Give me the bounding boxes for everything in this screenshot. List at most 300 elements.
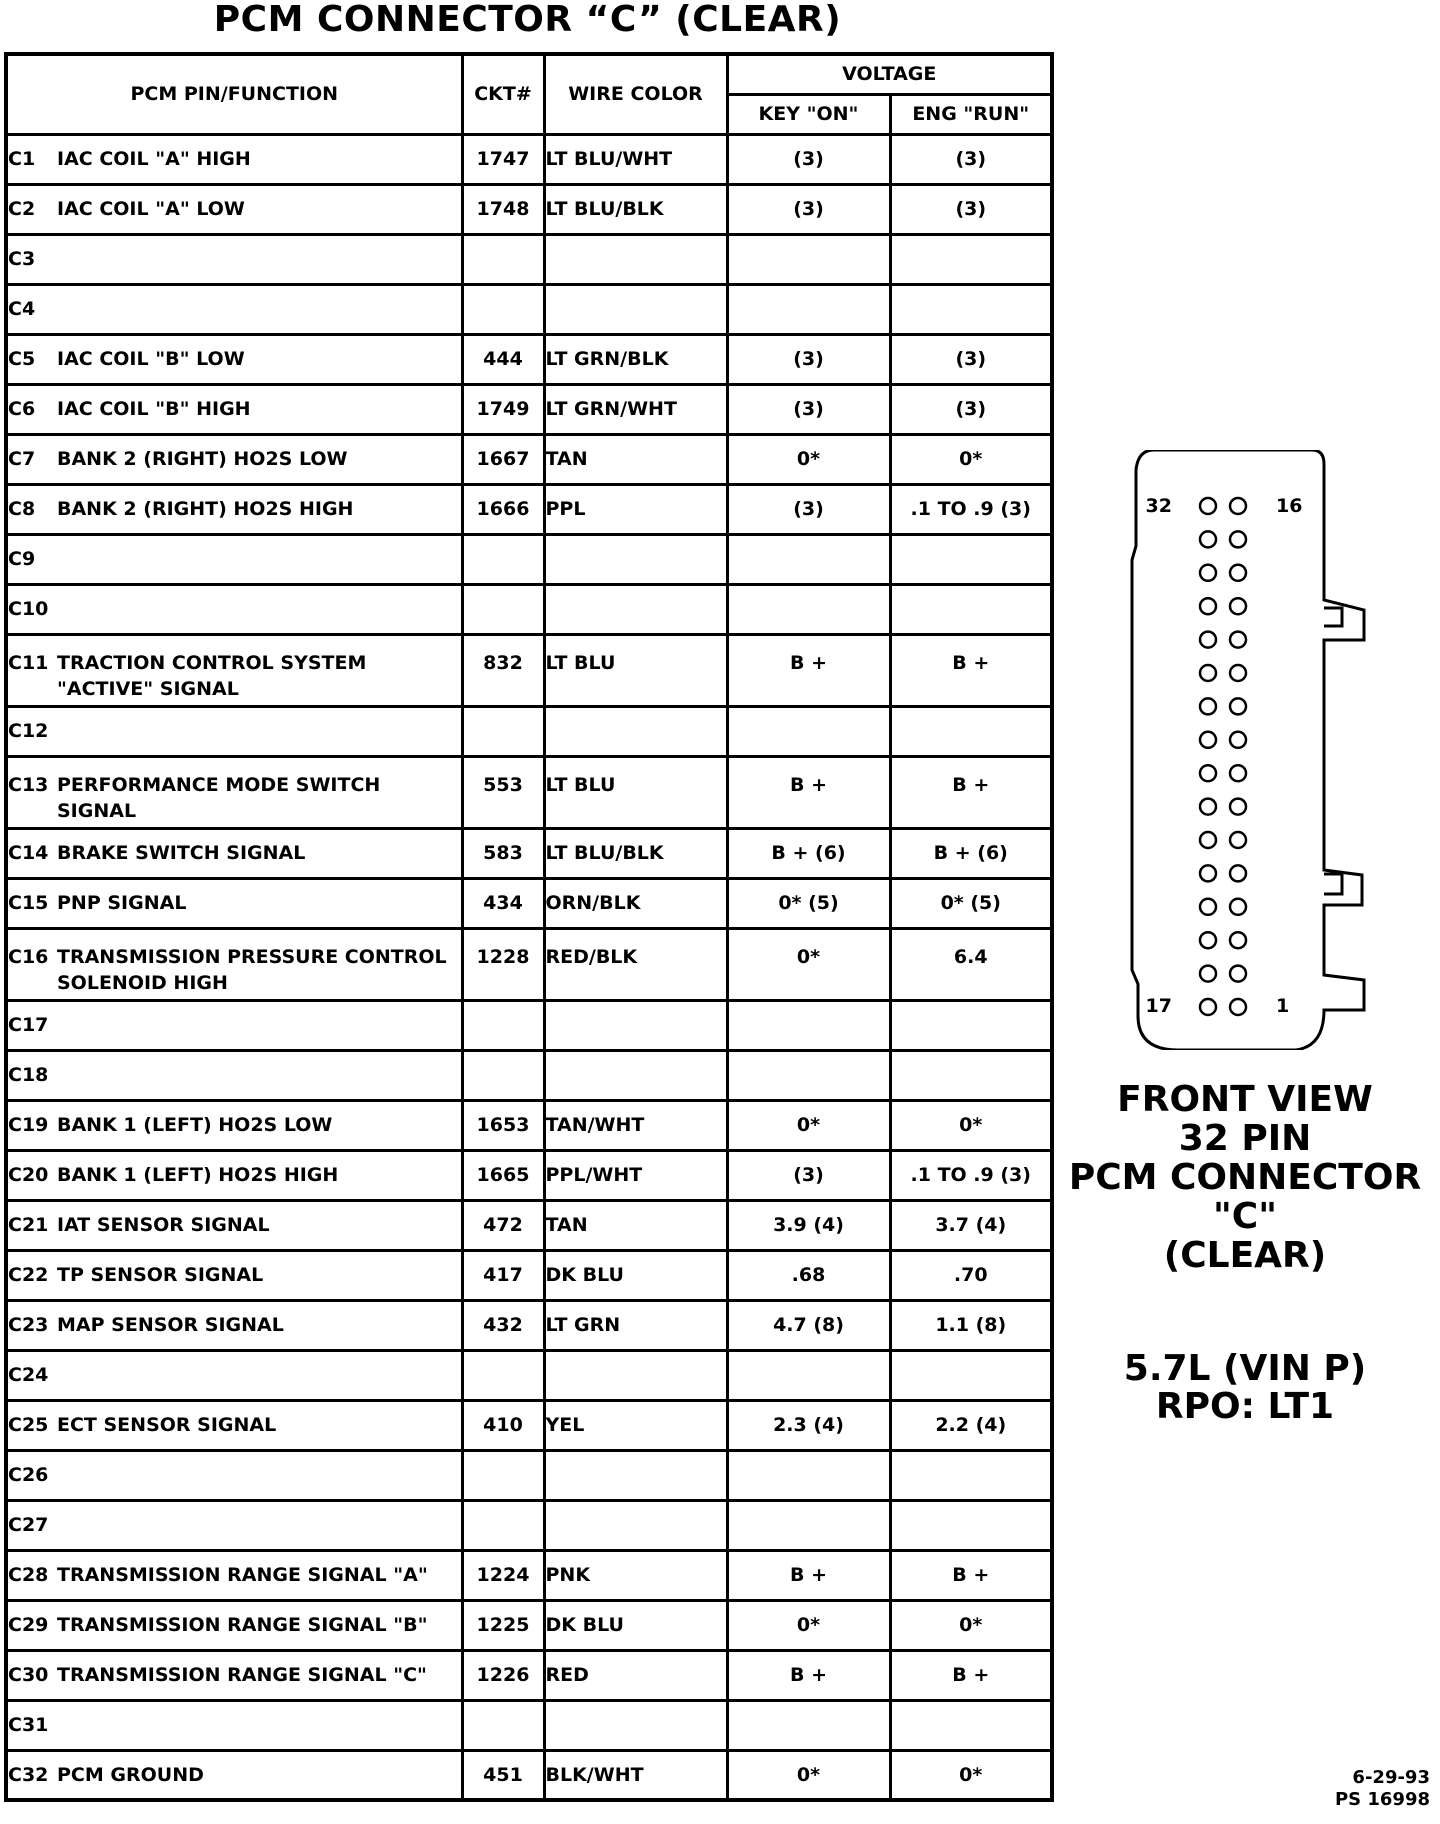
pin-function: PCM GROUND — [57, 1763, 204, 1786]
pin-function-cell — [6, 1550, 462, 1600]
pin-id: C8 — [8, 498, 36, 520]
pin-function-cell — [6, 1250, 462, 1300]
connector-outline — [1132, 450, 1364, 1050]
table-row — [6, 1150, 1052, 1200]
wire-color-cell — [544, 1450, 727, 1500]
eng-run-voltage-cell: 0* (5) — [890, 878, 1052, 928]
pin-function-cell — [6, 1700, 462, 1750]
pin-table — [4, 52, 1054, 1802]
key-on-voltage-cell: 0* — [727, 434, 890, 484]
pin-function: MAP SENSOR SIGNAL — [57, 1314, 284, 1336]
pin-function-cell — [6, 1450, 462, 1500]
eng-run-voltage-cell: (3) — [890, 184, 1052, 234]
pin-hole — [1200, 999, 1216, 1015]
pin-function-cell — [6, 1150, 462, 1200]
eng-run-voltage-cell — [890, 1050, 1052, 1100]
pin-function-cell — [6, 184, 462, 234]
pin-function-cell — [6, 384, 462, 434]
pin-label-1: 1 — [1276, 995, 1290, 1017]
key-on-voltage-cell — [727, 706, 890, 756]
pin-id: C27 — [8, 1514, 49, 1536]
wire-color-cell: LT BLU/BLK — [544, 184, 727, 234]
pin-id: C23 — [8, 1314, 49, 1336]
ckt-cell: 451 — [462, 1750, 544, 1800]
pin-function-cell — [6, 706, 462, 756]
table-row — [6, 1300, 1052, 1350]
key-on-voltage-cell — [727, 1500, 890, 1550]
pin-function-cell — [6, 1300, 462, 1350]
pin-id: C9 — [8, 548, 36, 570]
front-view-line: PCM CONNECTOR — [1068, 1157, 1422, 1198]
pin-function: ECT SENSOR SIGNAL — [57, 1414, 277, 1436]
wire-color-cell — [544, 534, 727, 584]
engine-line: RPO: LT1 — [1155, 1386, 1335, 1427]
pin-label-32: 32 — [1145, 495, 1172, 517]
table-row — [6, 334, 1052, 384]
wire-color-cell: DK BLU — [544, 1600, 727, 1650]
key-on-voltage-cell — [727, 1050, 890, 1100]
pin-id: C30 — [8, 1664, 49, 1686]
eng-run-voltage-cell: 6.4 — [890, 928, 1052, 1000]
key-on-voltage-cell: .68 — [727, 1250, 890, 1300]
table-row — [6, 1000, 1052, 1050]
pin-label-17: 17 — [1145, 995, 1172, 1017]
wire-color-cell — [544, 1050, 727, 1100]
pin-id: C31 — [8, 1714, 49, 1736]
pin-rows — [6, 134, 1052, 1800]
eng-run-voltage-cell — [890, 584, 1052, 634]
pin-id: C21 — [8, 1214, 49, 1236]
wire-color-cell — [544, 234, 727, 284]
page-title: PCM CONNECTOR “C” (CLEAR) — [213, 0, 842, 40]
pin-function: BANK 1 (LEFT) HO2S HIGH — [57, 1164, 339, 1186]
front-view-caption — [1060, 1080, 1430, 1275]
pin-id: C16 — [8, 945, 49, 968]
eng-run-voltage-cell: 0* — [890, 1100, 1052, 1150]
pin-function: TRANSMISSION RANGE SIGNAL "B" — [57, 1614, 428, 1636]
ckt-cell — [462, 534, 544, 584]
eng-run-voltage-cell: 0* — [890, 1750, 1052, 1800]
pin-function: TP SENSOR SIGNAL — [57, 1264, 264, 1286]
pin-hole — [1200, 565, 1216, 581]
ckt-cell: 583 — [462, 828, 544, 878]
table-row — [6, 1400, 1052, 1450]
ckt-cell: 1665 — [462, 1150, 544, 1200]
ckt-cell: 1749 — [462, 384, 544, 434]
table-row — [6, 1350, 1052, 1400]
pin-hole — [1200, 732, 1216, 748]
pin-function-cell — [6, 234, 462, 284]
pin-hole — [1200, 698, 1216, 714]
key-on-voltage-cell — [727, 284, 890, 334]
wire-color-cell: PPL — [544, 484, 727, 534]
key-on-voltage-cell: B + — [727, 634, 890, 706]
pin-function: IAC COIL "B" HIGH — [57, 398, 251, 420]
wire-color-cell — [544, 706, 727, 756]
pin-hole — [1200, 765, 1216, 781]
pin-hole — [1230, 999, 1246, 1015]
pin-hole — [1200, 799, 1216, 815]
wire-color-cell: LT GRN — [544, 1300, 727, 1350]
key-on-voltage-cell: 2.3 (4) — [727, 1400, 890, 1450]
pin-label-16: 16 — [1276, 495, 1303, 517]
pin-function-cell — [6, 828, 462, 878]
ckt-cell: 1228 — [462, 928, 544, 1000]
table-row — [6, 706, 1052, 756]
pin-id: C20 — [8, 1164, 49, 1186]
header-eng-run: ENG "RUN" — [890, 94, 1052, 134]
pin-function-cell — [6, 1600, 462, 1650]
connector-latch-mid — [1324, 874, 1342, 894]
pin-holes — [1200, 498, 1246, 1015]
pin-id: C13 — [8, 773, 49, 796]
pin-hole — [1200, 832, 1216, 848]
wire-color-cell: BLK/WHT — [544, 1750, 727, 1800]
key-on-voltage-cell: 4.7 (8) — [727, 1300, 890, 1350]
stamp-code: PS 16998 — [1334, 1789, 1430, 1810]
key-on-voltage-cell — [727, 234, 890, 284]
pin-id: C22 — [8, 1264, 49, 1286]
eng-run-voltage-cell: (3) — [890, 384, 1052, 434]
table-row — [6, 1500, 1052, 1550]
table-row — [6, 234, 1052, 284]
pin-function: IAC COIL "A" LOW — [57, 198, 245, 220]
eng-run-voltage-cell: B + — [890, 634, 1052, 706]
ckt-cell — [462, 584, 544, 634]
key-on-voltage-cell — [727, 1700, 890, 1750]
header-wire-color: WIRE COLOR — [544, 54, 727, 134]
eng-run-voltage-cell — [890, 234, 1052, 284]
pin-function-cell — [6, 134, 462, 184]
pin-function: IAT SENSOR SIGNAL — [57, 1214, 270, 1236]
key-on-voltage-cell: B + — [727, 1650, 890, 1700]
eng-run-voltage-cell: 1.1 (8) — [890, 1300, 1052, 1350]
eng-run-voltage-cell: 0* — [890, 434, 1052, 484]
ckt-cell — [462, 1450, 544, 1500]
key-on-voltage-cell — [727, 584, 890, 634]
eng-run-voltage-cell — [890, 1350, 1052, 1400]
stamp-date: 6-29-93 — [1352, 1767, 1430, 1788]
pin-function-cell — [6, 584, 462, 634]
eng-run-voltage-cell: (3) — [890, 134, 1052, 184]
pin-function-cell — [6, 634, 462, 706]
pin-function-cell — [6, 756, 462, 828]
wire-color-cell: LT GRN/BLK — [544, 334, 727, 384]
key-on-voltage-cell — [727, 534, 890, 584]
eng-run-voltage-cell — [890, 534, 1052, 584]
ckt-cell — [462, 1000, 544, 1050]
ckt-cell — [462, 1350, 544, 1400]
eng-run-voltage-cell: 0* — [890, 1600, 1052, 1650]
table-row — [6, 756, 1052, 828]
key-on-voltage-cell: 0* — [727, 928, 890, 1000]
ckt-cell: 444 — [462, 334, 544, 384]
wire-color-cell: TAN — [544, 1200, 727, 1250]
wire-color-cell: ORN/BLK — [544, 878, 727, 928]
key-on-voltage-cell: (3) — [727, 134, 890, 184]
table-row — [6, 928, 1052, 1000]
ckt-cell: 432 — [462, 1300, 544, 1350]
eng-run-voltage-cell: 3.7 (4) — [890, 1200, 1052, 1250]
table-row — [6, 134, 1052, 184]
pin-function-line2: "ACTIVE" SIGNAL — [57, 677, 239, 700]
eng-run-voltage-cell — [890, 284, 1052, 334]
pin-id: C18 — [8, 1064, 49, 1086]
ckt-cell: 1653 — [462, 1100, 544, 1150]
table-row — [6, 1750, 1052, 1800]
table-row — [6, 384, 1052, 434]
ckt-cell: 472 — [462, 1200, 544, 1250]
wire-color-cell: PPL/WHT — [544, 1150, 727, 1200]
table-row — [6, 434, 1052, 484]
table-row — [6, 1100, 1052, 1150]
ckt-cell: 434 — [462, 878, 544, 928]
table-row — [6, 1250, 1052, 1300]
key-on-voltage-cell: (3) — [727, 484, 890, 534]
key-on-voltage-cell: 0* (5) — [727, 878, 890, 928]
ckt-cell: 1747 — [462, 134, 544, 184]
pin-function-cell — [6, 928, 462, 1000]
wire-color-cell: LT BLU — [544, 756, 727, 828]
key-on-voltage-cell: 0* — [727, 1100, 890, 1150]
pin-hole — [1230, 765, 1246, 781]
header-key-on: KEY "ON" — [727, 94, 890, 134]
wire-color-cell: RED/BLK — [544, 928, 727, 1000]
pin-hole — [1200, 899, 1216, 915]
ckt-cell: 1224 — [462, 1550, 544, 1600]
ckt-cell: 1748 — [462, 184, 544, 234]
pin-hole — [1230, 865, 1246, 881]
pin-hole — [1200, 865, 1216, 881]
table-row — [6, 1700, 1052, 1750]
pin-function-cell — [6, 334, 462, 384]
wire-color-cell: PNK — [544, 1550, 727, 1600]
wire-color-cell — [544, 584, 727, 634]
pin-hole — [1230, 932, 1246, 948]
pin-hole — [1230, 799, 1246, 815]
pin-hole — [1230, 732, 1246, 748]
pin-function-cell — [6, 1350, 462, 1400]
front-view-line: 32 PIN — [1178, 1118, 1312, 1159]
table-row — [6, 1200, 1052, 1250]
pin-hole — [1230, 966, 1246, 982]
header-ckt: CKT# — [462, 54, 544, 134]
table-row — [6, 1650, 1052, 1700]
pin-function-cell — [6, 1000, 462, 1050]
table-row — [6, 284, 1052, 334]
pin-hole — [1200, 498, 1216, 514]
pin-hole — [1200, 598, 1216, 614]
wire-color-cell: LT GRN/WHT — [544, 384, 727, 434]
key-on-voltage-cell: (3) — [727, 384, 890, 434]
table-row — [6, 484, 1052, 534]
eng-run-voltage-cell — [890, 706, 1052, 756]
wire-color-cell — [544, 1350, 727, 1400]
table-row — [6, 584, 1052, 634]
table-row — [6, 878, 1052, 928]
pin-function: PNP SIGNAL — [57, 892, 187, 914]
pin-function: BANK 1 (LEFT) HO2S LOW — [57, 1114, 333, 1136]
pin-function: TRANSMISSION PRESSURE CONTROL — [57, 945, 447, 968]
connector-diagram — [1120, 450, 1380, 1050]
pin-id: C7 — [8, 448, 36, 470]
pin-function-cell — [6, 1050, 462, 1100]
pin-hole — [1200, 632, 1216, 648]
wire-color-cell: LT BLU/BLK — [544, 828, 727, 878]
pin-function: IAC COIL "A" HIGH — [57, 148, 251, 170]
pin-function: PERFORMANCE MODE SWITCH — [57, 773, 381, 796]
document-stamp — [1320, 1767, 1430, 1811]
front-view-line: "C" — [1213, 1196, 1277, 1237]
ckt-cell: 417 — [462, 1250, 544, 1300]
pin-function-cell — [6, 1650, 462, 1700]
eng-run-voltage-cell — [890, 1500, 1052, 1550]
header-pin-function: PCM PIN/FUNCTION — [6, 54, 462, 134]
pin-hole — [1230, 565, 1246, 581]
pin-function-cell — [6, 284, 462, 334]
ckt-cell — [462, 1050, 544, 1100]
key-on-voltage-cell: 3.9 (4) — [727, 1200, 890, 1250]
key-on-voltage-cell: (3) — [727, 184, 890, 234]
key-on-voltage-cell: (3) — [727, 334, 890, 384]
table-row — [6, 534, 1052, 584]
eng-run-voltage-cell — [890, 1000, 1052, 1050]
pin-function-cell — [6, 878, 462, 928]
wire-color-cell — [544, 284, 727, 334]
pin-hole — [1200, 531, 1216, 547]
table-row — [6, 1600, 1052, 1650]
wire-color-cell: DK BLU — [544, 1250, 727, 1300]
table-row — [6, 1050, 1052, 1100]
wire-color-cell — [544, 1700, 727, 1750]
pin-function: BRAKE SWITCH SIGNAL — [57, 842, 306, 864]
key-on-voltage-cell — [727, 1450, 890, 1500]
wire-color-cell: YEL — [544, 1400, 727, 1450]
pin-function: BANK 2 (RIGHT) HO2S LOW — [57, 448, 348, 470]
ckt-cell: 553 — [462, 756, 544, 828]
pin-hole — [1230, 899, 1246, 915]
key-on-voltage-cell: 0* — [727, 1600, 890, 1650]
pin-id: C14 — [8, 842, 49, 864]
pin-id: C11 — [8, 651, 49, 674]
wire-color-cell — [544, 1000, 727, 1050]
ckt-cell: 1667 — [462, 434, 544, 484]
pin-function-cell — [6, 1750, 462, 1800]
eng-run-voltage-cell: B + — [890, 1550, 1052, 1600]
pin-hole — [1200, 665, 1216, 681]
pin-id: C12 — [8, 720, 49, 742]
pin-hole — [1230, 598, 1246, 614]
pin-function: BANK 2 (RIGHT) HO2S HIGH — [57, 498, 354, 520]
pin-id: C4 — [8, 298, 36, 320]
pin-id: C2 — [8, 198, 36, 220]
table-row — [6, 828, 1052, 878]
key-on-voltage-cell: (3) — [727, 1150, 890, 1200]
pin-hole — [1230, 632, 1246, 648]
eng-run-voltage-cell: B + (6) — [890, 828, 1052, 878]
pin-function: IAC COIL "B" LOW — [57, 348, 245, 370]
ckt-cell: 1666 — [462, 484, 544, 534]
eng-run-voltage-cell: .1 TO .9 (3) — [890, 484, 1052, 534]
key-on-voltage-cell — [727, 1000, 890, 1050]
pin-hole — [1230, 498, 1246, 514]
pin-function: TRANSMISSION RANGE SIGNAL "C" — [57, 1664, 427, 1686]
eng-run-voltage-cell: .70 — [890, 1250, 1052, 1300]
pin-function-cell — [6, 484, 462, 534]
ckt-cell: 1225 — [462, 1600, 544, 1650]
pin-hole — [1230, 531, 1246, 547]
engine-caption — [1060, 1350, 1430, 1426]
ckt-cell — [462, 234, 544, 284]
eng-run-voltage-cell: .1 TO .9 (3) — [890, 1150, 1052, 1200]
wire-color-cell: TAN — [544, 434, 727, 484]
table-row — [6, 1450, 1052, 1500]
pin-hole — [1200, 966, 1216, 982]
eng-run-voltage-cell: (3) — [890, 334, 1052, 384]
pin-function-cell — [6, 1400, 462, 1450]
pin-hole — [1230, 698, 1246, 714]
wire-color-cell — [544, 1500, 727, 1550]
pin-function-line2: SIGNAL — [57, 799, 137, 822]
pin-id: C10 — [8, 598, 49, 620]
front-view-line: (CLEAR) — [1163, 1235, 1327, 1276]
ckt-cell: 832 — [462, 634, 544, 706]
ckt-cell — [462, 706, 544, 756]
pin-id: C17 — [8, 1014, 49, 1036]
wire-color-cell: TAN/WHT — [544, 1100, 727, 1150]
pin-id: C5 — [8, 348, 36, 370]
pin-id: C6 — [8, 398, 36, 420]
wire-color-cell: LT BLU/WHT — [544, 134, 727, 184]
wire-color-cell: LT BLU — [544, 634, 727, 706]
pin-id: C1 — [8, 148, 36, 170]
ckt-cell: 1226 — [462, 1650, 544, 1700]
pin-id: C3 — [8, 248, 36, 270]
pin-id: C15 — [8, 892, 49, 914]
pin-id: C32 — [8, 1763, 49, 1786]
table-row — [6, 184, 1052, 234]
pin-function-cell — [6, 1500, 462, 1550]
eng-run-voltage-cell: B + — [890, 1650, 1052, 1700]
key-on-voltage-cell: B + (6) — [727, 828, 890, 878]
key-on-voltage-cell: 0* — [727, 1750, 890, 1800]
key-on-voltage-cell: B + — [727, 1550, 890, 1600]
ckt-cell — [462, 1500, 544, 1550]
table-row — [6, 1550, 1052, 1600]
front-view-line: FRONT VIEW — [1117, 1079, 1373, 1120]
pin-function: TRANSMISSION RANGE SIGNAL "A" — [57, 1564, 428, 1586]
ckt-cell — [462, 284, 544, 334]
table-row — [6, 634, 1052, 706]
pin-hole — [1230, 665, 1246, 681]
pin-id: C25 — [8, 1414, 49, 1436]
wire-color-cell: RED — [544, 1650, 727, 1700]
pin-hole — [1200, 932, 1216, 948]
eng-run-voltage-cell: 2.2 (4) — [890, 1400, 1052, 1450]
pin-id: C29 — [8, 1614, 49, 1636]
pin-function-line2: SOLENOID HIGH — [57, 971, 228, 994]
ckt-cell — [462, 1700, 544, 1750]
pin-id: C19 — [8, 1114, 49, 1136]
pin-id: C24 — [8, 1364, 49, 1386]
key-on-voltage-cell — [727, 1350, 890, 1400]
pin-id: C26 — [8, 1464, 49, 1486]
pin-function: TRACTION CONTROL SYSTEM — [57, 651, 367, 674]
pin-function-cell — [6, 1100, 462, 1150]
ckt-cell: 410 — [462, 1400, 544, 1450]
key-on-voltage-cell: B + — [727, 756, 890, 828]
eng-run-voltage-cell — [890, 1450, 1052, 1500]
